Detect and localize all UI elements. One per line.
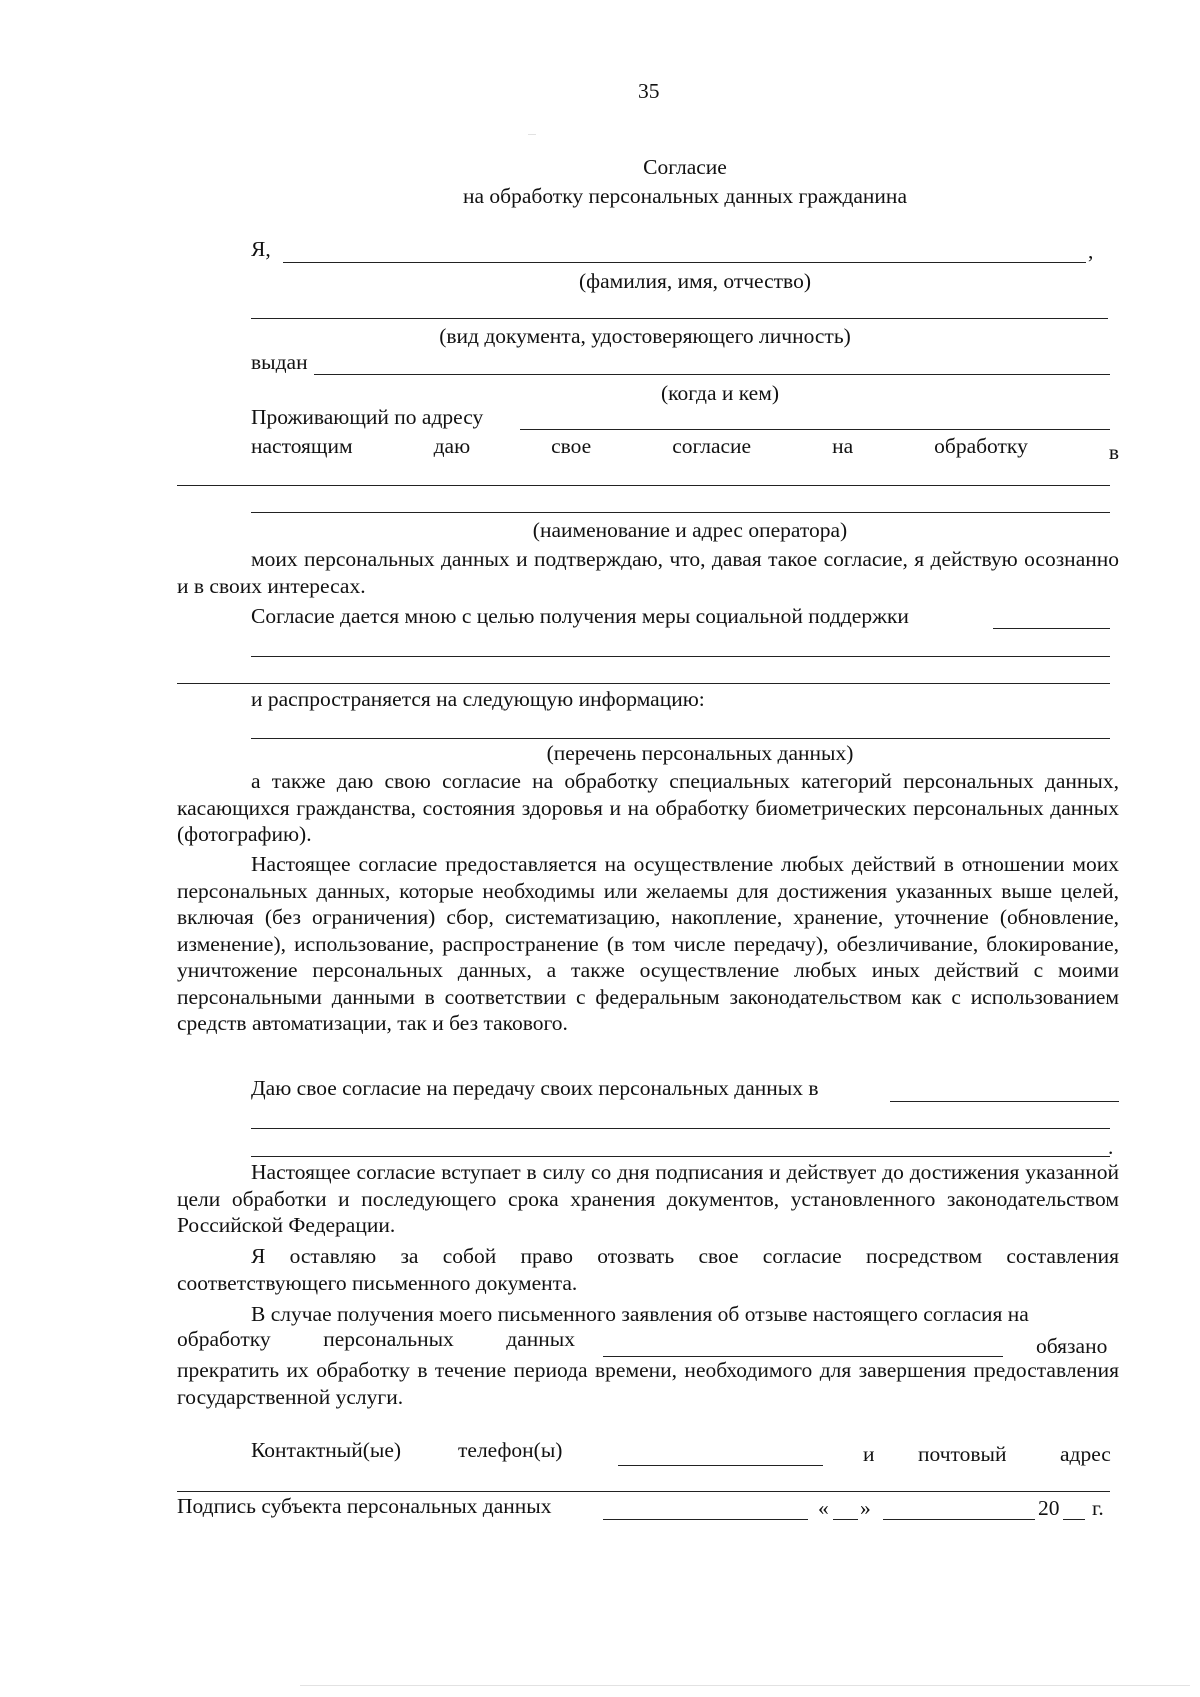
quote-close: » xyxy=(860,1496,871,1520)
contacts-label: Контактный(ые) xyxy=(251,1438,402,1462)
operator-line-1 xyxy=(177,485,1110,486)
contacts-postal: почтовый xyxy=(918,1442,1007,1466)
consent-row xyxy=(251,433,1119,464)
issued-label: выдан xyxy=(251,350,308,374)
hint-list: (перечень персональных данных) xyxy=(546,741,854,765)
transfer-line-2 xyxy=(251,1128,1110,1129)
day-line xyxy=(833,1519,858,1520)
year-prefix: 20 xyxy=(1038,1496,1060,1520)
hint-document: (вид документа, удостоверяющего личность) xyxy=(439,324,851,348)
info-line xyxy=(251,738,1110,739)
quote-open: « xyxy=(818,1496,829,1520)
paragraph-confirm: моих персональных данных и подтверждаю, что, давая такое согласие, я действую осознанно и в своих интересах. xyxy=(177,547,1119,598)
hint-operator: (наименование и адрес оператора) xyxy=(532,518,848,542)
case-word: персональных xyxy=(323,1327,454,1351)
month-line xyxy=(883,1519,1035,1520)
hint-fio: (фамилия, имя, отчество) xyxy=(579,269,811,293)
case-word: обработку xyxy=(177,1327,271,1351)
transfer-line-1 xyxy=(890,1101,1119,1102)
paragraph-actions: Настоящее согласие предоставляется на осуществление любых действий в отношении моих персональных данных, которые необходимы или желаемы для достижения указанных выше целей, включая (без ограничения) сбор, систематизацию, накопление, хранение, уточнение (обновление, изменение), использование, распространение (в том числе передачу), обезличивание, блокирование, уничтожение персональных данных, а также осуществление любых иных действий с моими персональными данными в соответствии с федеральным законодательством как с использованием средств автоматизации, так и без такового. xyxy=(177,852,1119,1035)
contacts-and: и xyxy=(863,1442,875,1466)
year-line xyxy=(1063,1519,1085,1520)
signature-line xyxy=(603,1519,808,1520)
obliged-label: обязано xyxy=(1036,1334,1108,1358)
scan-edge xyxy=(300,1685,1190,1686)
fio-comma: , xyxy=(1088,239,1094,263)
transfer-period: . xyxy=(1108,1135,1114,1159)
purpose-line-2 xyxy=(251,656,1110,657)
consent-word: обработку xyxy=(934,434,1028,458)
extends-label: и распространяется на следующую информацию: xyxy=(251,687,705,711)
signature-label: Подпись субъекта персональных данных xyxy=(177,1494,552,1518)
address-line xyxy=(520,429,1110,430)
consent-word: на xyxy=(832,434,854,458)
page-number: 35 xyxy=(638,79,660,103)
consent-word: согласие xyxy=(672,434,752,458)
contacts-address: адрес xyxy=(1060,1442,1111,1466)
paragraph-special: а также даю свою согласие на обработку специальных категорий персональных данных, касающихся гражданства, состояния здоровья и на обработку биометрических персональных данных (фотографию). xyxy=(177,769,1119,846)
operator-line-2 xyxy=(251,512,1110,513)
case-row xyxy=(177,1326,575,1352)
transfer-label: Даю свое согласие на передачу своих персональных данных в xyxy=(251,1076,819,1100)
case-line-1: В случае получения моего письменного заявления об отзыве настоящего согласия на xyxy=(251,1302,1029,1326)
case-word: данных xyxy=(506,1327,575,1351)
consent-word: настоящим xyxy=(251,434,353,458)
fio-line xyxy=(283,262,1086,263)
title-line-2: на обработку персональных данных гражданина xyxy=(463,184,907,208)
consent-word: свое xyxy=(551,434,592,458)
consent-word: в xyxy=(1108,440,1119,464)
hint-when: (когда и кем) xyxy=(661,381,779,405)
contacts-phone-label: телефон(ы) xyxy=(458,1438,563,1462)
paragraph-case-rest: прекратить их обработку в течение периода времени, необходимого для завершения предоставления государственной услуги. xyxy=(177,1358,1119,1409)
ya-label: Я, xyxy=(251,237,271,261)
year-suffix: г. xyxy=(1092,1496,1104,1520)
paragraph-revoke: Я оставляю за собой право отозвать свое согласие посредством составления соответствующего письменного документа. xyxy=(177,1244,1119,1295)
scan-artifact xyxy=(528,134,536,135)
residing-label: Проживающий по адресу xyxy=(251,405,484,429)
purpose-line-1 xyxy=(993,628,1110,629)
title-line-1: Согласие xyxy=(643,155,727,179)
postal-address-line xyxy=(177,1491,1110,1492)
issued-line xyxy=(314,374,1110,375)
phone-line xyxy=(618,1465,823,1466)
consent-word: даю xyxy=(433,434,471,458)
purpose-label: Согласие дается мною с целью получения меры социальной поддержки xyxy=(251,604,909,628)
document-line xyxy=(251,318,1108,319)
purpose-line-3 xyxy=(177,683,1110,684)
paragraph-validity: Настоящее согласие вступает в силу со дня подписания и действует до достижения указанной цели обработки и последующего срока хранения документов, установленного законодательством Российской Федерации. xyxy=(177,1160,1119,1237)
transfer-line-3 xyxy=(251,1156,1110,1157)
